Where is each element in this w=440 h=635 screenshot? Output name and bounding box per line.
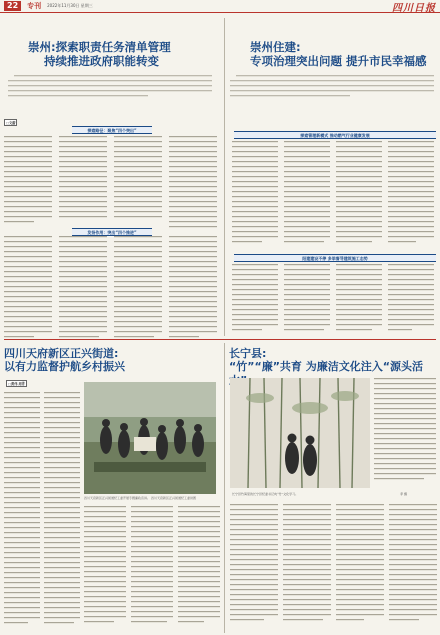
article4-col-3 [283,504,331,620]
article2-headline-line2: 专项治理突出问题 提升市民幸福感 [250,54,427,68]
newspaper-logo: 四川日报 [392,2,436,14]
article4-headline-line2: “竹”“廉”共育 为廉洁文化注入“源头活 [229,360,423,373]
article4-photo-credit: 季 摄 [400,492,407,496]
article1-col-2 [59,136,107,337]
column-divider-top [224,18,225,336]
article4-side-text [374,378,438,488]
article1-subhead-1: 探索路径：聚焦“四个突出” [72,126,152,134]
section-name: 专刊 [27,2,42,10]
column-divider-bottom [224,343,225,633]
article3-col-5 [178,506,220,622]
page-number: 22 [4,1,21,11]
article3-photo-caption: 四川天府新区正兴街道纪工委开展专题廉政宣讲。 四川天府新区正兴街道纪工委供图 [84,496,196,500]
article2-col-7 [336,264,382,330]
article3-col-2 [44,392,80,623]
article4-headline-line1: 长宁县: [229,347,267,360]
article4-bottom-text [230,504,438,632]
article3-photo [84,382,216,494]
article2-body-text-1 [232,141,437,251]
article1-col-1 [4,136,52,337]
article3-bottom-text [84,506,222,632]
article1-col-3 [114,136,162,337]
article3-left-text [4,392,82,632]
article1-col-4 [169,136,217,337]
article1-headline-line2: 持续推进政府职能转变 [44,54,159,68]
article1-lead-lines [8,74,213,102]
article1-headline-line1: 崇州:探索职责任务清单管理 [28,40,171,54]
masthead [0,0,440,13]
article4-photo [230,378,370,488]
article2-subhead-1: 探索管理新模式 推动燃气行业健康发展 [234,131,436,139]
article1-subhead-2: 发扬作用：突出“四个推进” [72,228,152,236]
article2-col-5 [232,264,278,330]
article3-headline-line1: 四川天府新区正兴街道: [4,347,119,360]
article4-photo-scene [230,378,370,488]
section-divider [4,339,436,340]
article2-col-1 [232,141,278,242]
article2-col-3 [336,141,382,242]
article3-byline: □黄伟 周青 [8,382,25,386]
article3-col-4 [131,506,173,622]
article2-col-4 [388,141,434,242]
article2-body-text-2 [232,264,437,336]
article2-headline-line1: 崇州住建: [250,40,301,54]
article1-byline: □文蔚 [6,121,16,125]
article4-col-1 [374,378,436,479]
issue-date: 2022年11月30日 星期三 [47,3,93,8]
article3-photo-scene [84,382,216,494]
article4-col-5 [389,504,437,620]
article4-col-2 [230,504,278,620]
article2-subhead-2: 阳建建设不停 多举督导建筑施工态势 [234,254,436,262]
article4-photo-caption: 长宁县竹海里的长宁县纪委书记向“竹”文化学习。 [232,492,299,496]
article3-col-1 [4,392,40,623]
article2-col-2 [284,141,330,242]
article2-col-8 [388,264,434,330]
article1-body-text [4,136,224,341]
article2-col-6 [284,264,330,330]
article4-col-4 [336,504,384,620]
article1-lead [8,74,213,102]
article3-col-3 [84,506,126,622]
article2-lead [230,74,435,100]
article3-headline-line2: 以有力监督护航乡村振兴 [4,360,125,373]
